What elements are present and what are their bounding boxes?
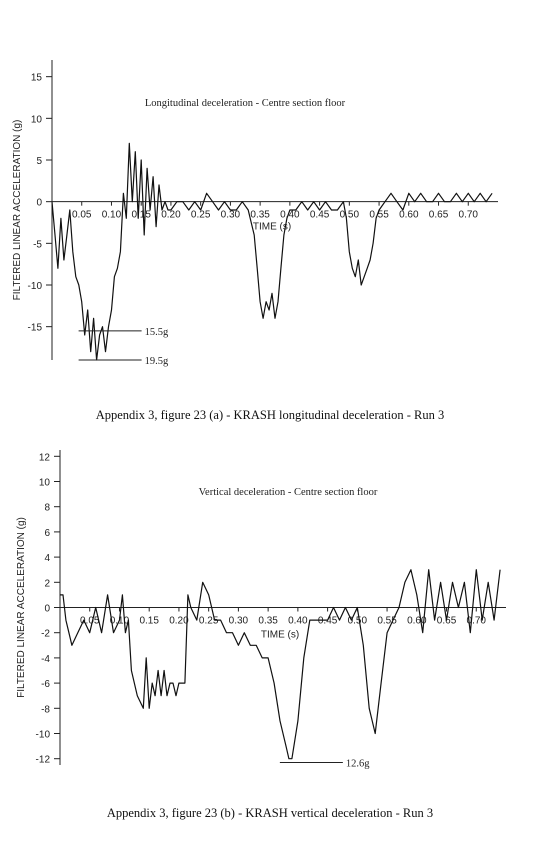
y-tick-label: 8	[44, 502, 50, 514]
x-axis-label: TIME (s)	[252, 221, 292, 233]
x-tick-label: 0.55	[377, 615, 397, 627]
x-tick-label: 0.40	[280, 209, 300, 221]
series-line	[52, 143, 492, 360]
annotation-label: 19.5g	[144, 356, 169, 367]
y-tick-label: 2	[44, 578, 50, 590]
y-tick-label: 4	[44, 553, 50, 565]
y-tick-label: 5	[36, 156, 42, 167]
x-tick-label: 0.70	[466, 615, 487, 627]
x-tick-label: 0.20	[169, 615, 189, 627]
y-tick-label: 0	[44, 603, 50, 615]
x-tick-label: 0.45	[317, 615, 338, 627]
annotation-label: 12.6g	[345, 758, 370, 770]
x-tick-label: 0.60	[399, 209, 419, 221]
annotation-label: 15.5g	[144, 326, 169, 338]
x-tick-label: 0.35	[250, 209, 270, 221]
series-line	[60, 570, 500, 759]
chart-title: Longitudinal deceleration - Centre section floor	[144, 98, 346, 109]
caption-a: Appendix 3, figure 23 (a) - KRASH longitudinal deceleration - Run 3	[95, 408, 445, 422]
y-tick-label: 12	[38, 452, 50, 464]
y-tick-label: -10	[27, 281, 42, 292]
y-axis-label: FILTERED LINEAR ACCELERATION (g)	[16, 517, 27, 698]
x-tick-label: 0.25	[198, 615, 219, 627]
x-tick-label: 0.70	[458, 209, 479, 221]
x-tick-label: 0.30	[220, 209, 241, 221]
x-axis-label: TIME (s)	[260, 629, 300, 641]
y-tick-label: 15	[30, 72, 42, 84]
y-tick-label: -2	[41, 628, 50, 640]
x-tick-label: 0.40	[288, 615, 308, 627]
x-tick-label: 0.05	[79, 615, 100, 627]
chart-title: Vertical deceleration - Centre section floor	[198, 487, 378, 498]
x-tick-label: 0.55	[369, 209, 389, 221]
caption-b: Appendix 3, figure 23 (b) - KRASH vertical deceleration - Run 3	[106, 806, 434, 820]
y-tick-label: -8	[41, 704, 50, 716]
x-tick-label: 0.35	[258, 615, 278, 627]
x-tick-label: 0.15	[139, 615, 159, 627]
x-tick-label: 0.60	[407, 615, 427, 627]
y-tick-label: -12	[35, 754, 50, 766]
y-tick-label: -4	[41, 653, 50, 665]
x-tick-label: 0.50	[347, 615, 368, 627]
x-tick-label: 0.30	[228, 615, 249, 627]
vertical-deceleration-chart	[0, 420, 540, 840]
x-tick-label: 0.15	[131, 209, 151, 221]
x-tick-label: 0.25	[190, 209, 211, 221]
x-tick-label: 0.45	[309, 209, 330, 221]
x-tick-label: 0.05	[71, 209, 92, 221]
x-tick-label: 0.10	[109, 615, 130, 627]
y-tick-label: -10	[35, 729, 50, 741]
y-tick-label: -15	[27, 322, 42, 334]
x-tick-label: 0.20	[161, 209, 181, 221]
x-tick-label: 0.65	[428, 209, 449, 221]
x-tick-label: 0.10	[101, 209, 122, 221]
y-axis-label: FILTERED LINEAR ACCELERATION (g)	[12, 119, 23, 301]
y-tick-label: 10	[30, 114, 42, 126]
y-tick-label: -6	[41, 679, 50, 691]
y-tick-label: 0	[36, 197, 42, 209]
x-tick-label: 0.50	[339, 209, 360, 221]
y-tick-label: -5	[33, 239, 42, 251]
y-tick-label: 10	[38, 477, 50, 489]
x-tick-label: 0.65	[436, 615, 457, 627]
y-tick-label: 6	[44, 527, 50, 539]
